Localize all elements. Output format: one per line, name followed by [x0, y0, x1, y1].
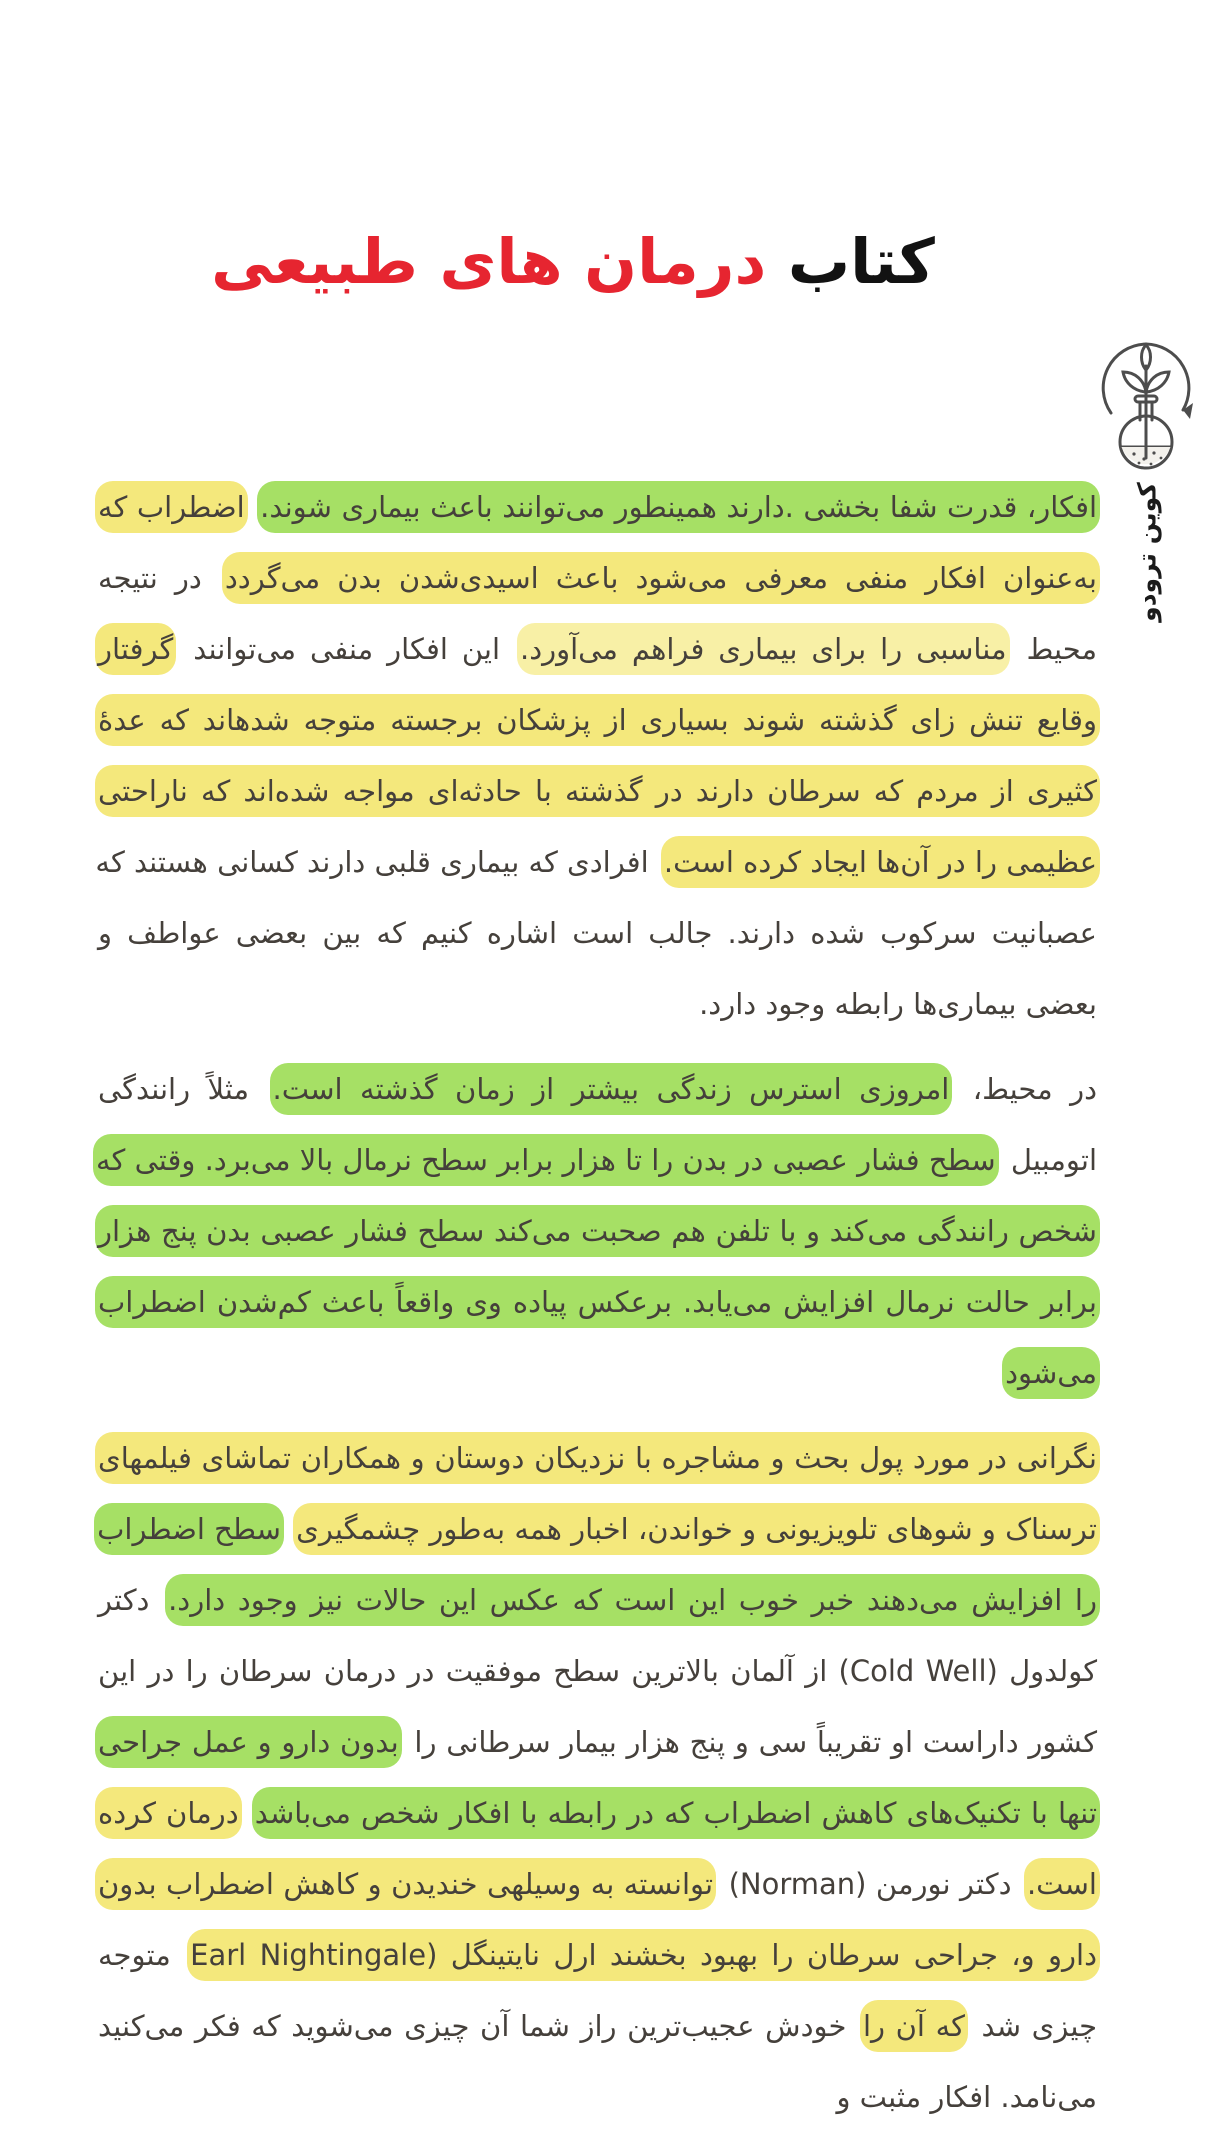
text-run: دکتر نورمن (Norman)	[728, 1867, 1012, 1901]
text-run: در محیط،	[972, 1072, 1098, 1106]
text-run: متوجه چیزی شد	[98, 1938, 1097, 2043]
highlighted-text-run: بدون دارو و عمل جراحی تنها با تکنیک‌های کاهش اضطراب که در رابطه با افکار شخص می‌باشد	[95, 1716, 1100, 1839]
paragraph	[95, 1423, 1100, 2133]
highlighted-text-run: که آن را	[860, 2000, 968, 2052]
highlighted-text-run: اضطراب که به‌عنوان افکار منفی معرفی می‌شود باعث اسیدی‌شدن بدن می‌گردد	[95, 481, 1100, 604]
title-words-natural-remedies: درمان های طبیعی	[211, 225, 767, 298]
paragraph	[95, 1054, 1100, 1409]
text-run: دکتر کولدول (Cold Well) از آلمان بالاترین سطح موفقیت در درمان سرطان را در این کشور داراست او تقریباً سی و پنج هزار بیمار سرطانی را	[98, 1583, 1098, 1759]
page-title	[0, 225, 1146, 299]
highlighted-text-run: مناسبی را برای بیماری فراهم می‌آورد.	[517, 623, 1010, 675]
highlighted-text-run: افکار، قدرت شفا بخشی .دارند همینطور می‌توانند باعث بیماری شوند.	[257, 481, 1100, 533]
title-word-book: کتاب	[787, 225, 935, 298]
paragraph	[95, 472, 1100, 1040]
highlighted-text-run: امروزی استرس زندگی بیشتر از زمان گذشته است.	[270, 1063, 953, 1115]
text-run: در نتیجه محیط	[98, 561, 1098, 666]
text-run: این افکار منفی می‌توانند	[193, 632, 501, 666]
body-text	[95, 472, 1100, 2144]
text-run: افرادی که بیماری قلبی دارند کسانی هستند که عصبانیت سرکوب شده دارند. جالب است اشاره کنیم که بین بعضی عواطف و بعضی بیماری‌ها رابطه وجود دارد.	[95, 845, 1097, 1021]
highlighted-text-run: نگرانی در مورد پول بحث و مشاجره با نزدیکان دوستان و همکاران تماشای فیلمهای ترسناک و شوهای تلویزیونی و خواندن، اخبار همه به‌طور چشمگیری	[95, 1432, 1100, 1555]
highlighted-text-run: گرفتار وقایع تنش زای گذشته شوند بسیاری از پزشکان برجسته متوجه شدهاند که عدهٔ کثیری از مردم که سرطان دارند در گذشته با حادثه‌ای مواجه شده‌اند که ناراحتی عظیمی را در آن‌ها ایجاد کرده است.	[95, 623, 1100, 888]
plant-flask-cycle-icon	[1096, 340, 1196, 488]
author-credit-vertical: کوین ترودو	[1132, 482, 1162, 622]
highlighted-text-run: سطح اضطراب را افزایش می‌دهند خبر خوب این است که عکس این حالات نیز وجود دارد.	[94, 1503, 1100, 1626]
highlighted-text-run: توانسته به وسیلهی خندیدن و کاهش اضطراب بدون دارو و، جراحی سرطان را بهبود بخشند ارل نایتینگل (Earl Nightingale	[95, 1858, 1100, 1981]
highlighted-text-run: درمان کرده است.	[95, 1787, 1100, 1910]
text-run: مثلاً رانندگی اتومبیل	[98, 1072, 1097, 1177]
highlighted-text-run: سطح فشار عصبی در بدن را تا هزار برابر سطح نرمال بالا می‌برد. وقتی که شخص رانندگی می‌کند و با تلفن هم صحبت می‌کند سطح فشار عصبی بدن پنج هزار برابر حالت نرمال افزایش می‌یابد. برعکس پیاده وی واقعاً باعث کم‌شدن اضطراب می‌شود	[93, 1134, 1100, 1399]
text-run: خودش عجیب‌ترین راز شما آن چیزی می‌شوید که فکر می‌کنید می‌نامد. افکار مثبت و	[98, 2009, 1097, 2114]
